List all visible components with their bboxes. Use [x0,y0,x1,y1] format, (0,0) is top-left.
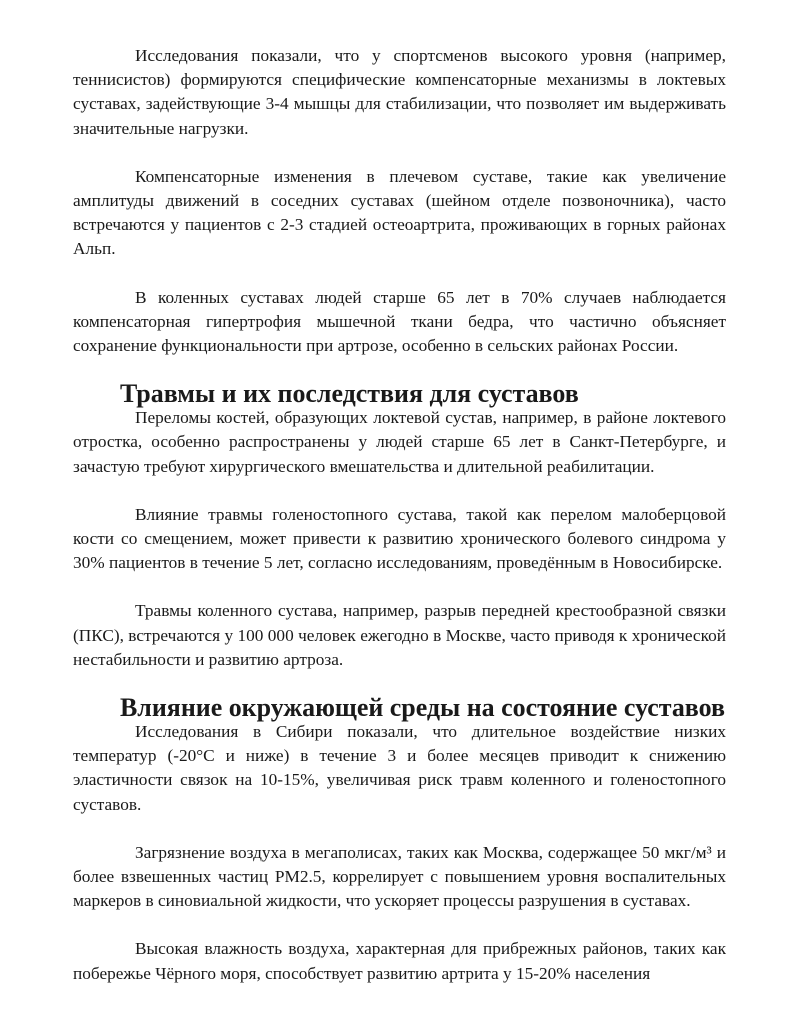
paragraph-elbow-fractures: Переломы костей, образующих локтевой сустав, например, в районе локтевого отростка, особенно распространены у людей старше 65 лет в Санкт-Петербурге, и зачастую требуют хирургического вмешательства и длительной реабилитации. [73,408,726,476]
paragraph-ankle-injury: Влияние травмы голеностопного сустава, такой как перелом малоберцовой кости со смещением, может привести к развитию хронического болевого синдрома у 30% пациентов в течение 5 лет, согласно исследованиям, проведённым в Новосибирске. [73,504,726,573]
paragraph-cold-siberia: Исследования в Сибири показали, что длительное воздействие низких температур (-20°C и ниже) в течение 3 и более месяцев приводит к снижению эластичности связок на 10-15%, увеличивая риск травм коленного и голеностопного суставов. [73,722,726,814]
heading-injuries: Травмы и их последствия для суставов [120,379,579,409]
paragraph-knee-acl: Травмы коленного сустава, например, разрыв передней крестообразной связки (ПКС), встречаются у 100 000 человек ежегодно в Москве, часто приводя к хронической нестабильности и развитию артроза. [73,601,726,669]
paragraph-air-pollution: Загрязнение воздуха в мегаполисах, таких как Москва, содержащее 50 мкг/м³ и более взвешенных частиц PM2.5, коррелирует с повышением уровня воспалительных маркеров в синовиальной жидкости, что ускоряет процессы разрушения в суставах. [73,842,726,911]
paragraph-humidity: Высокая влажность воздуха, характерная для прибрежных районов, таких как побережье Чёрного моря, способствует развитию артрита у 15-20% населения [73,939,726,983]
document-body [73,44,726,986]
paragraph-athletes-elbow: Исследования показали, что у спортсменов высокого уровня (например, теннисистов) формируются специфические компенсаторные механизмы в локтевых суставах, задействующие 3-4 мышцы для стабилизации, что позволяет им выдерживать значительные нагрузки. [73,46,726,138]
paragraph-knee-hypertrophy: В коленных суставах людей старше 65 лет в 70% случаев наблюдается компенсаторная гипертрофия мышечной ткани бедра, что частично объясняет сохранение функциональности при артрозе, особенно в сельских районах России. [73,287,726,356]
paragraph-shoulder-compensation: Компенсаторные изменения в плечевом суставе, такие как увеличение амплитуды движений в соседних суставах (шейном отделе позвоночника), часто встречаются у пациентов с 2-3 стадией остеоартрита, проживающих в горных районах Альп. [73,166,726,259]
heading-environment: Влияние окружающей среды на состояние суставов [120,693,725,723]
